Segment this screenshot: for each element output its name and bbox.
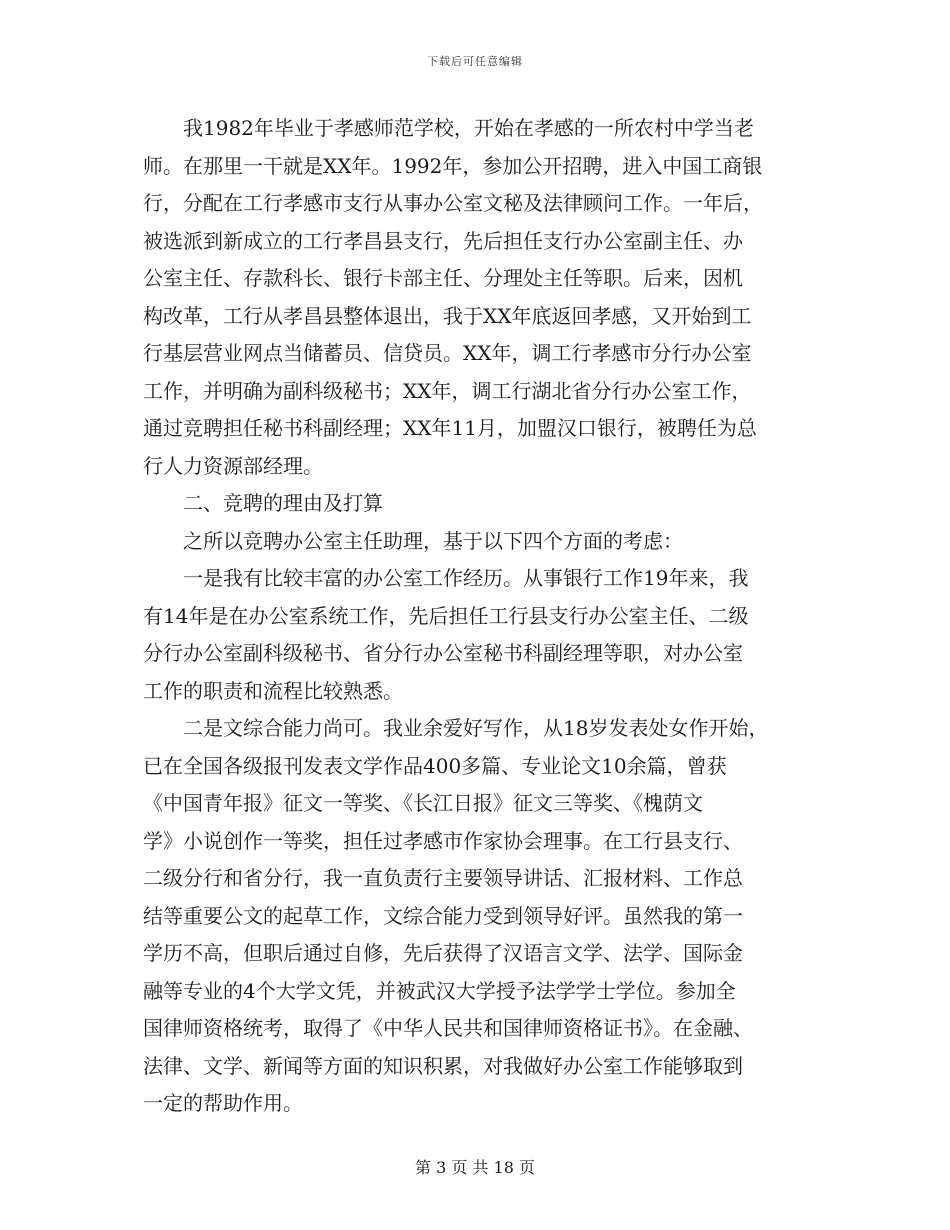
text-line: 融等专业的4个大学文凭，并被武汉大学授予法学学士学位。参加全: [143, 978, 736, 1003]
page-footer: 第 3 页 共 18 页: [415, 1158, 535, 1177]
section-heading: 二、竞聘的理由及打算: [143, 491, 383, 515]
text-line: 结等重要公文的起草工作，文综合能力受到领导好评。虽然我的第一: [143, 903, 743, 928]
text-line: 工作，并明确为副科级秘书；XX年，调工行湖北省分行办公室工作，: [143, 378, 752, 403]
text-line: 我1982年毕业于孝感师范学校，开始在孝感的一所农村中学当老: [143, 116, 754, 140]
text-line: 行，分配在工行孝感市支行从事办公室文秘及法律顾问工作。一年后，: [143, 191, 763, 215]
text-line: 工作的职责和流程比较熟悉。: [143, 678, 403, 703]
text-line: 一是我有比较丰富的办公室工作经历。从事银行工作19年来，我: [143, 566, 749, 590]
text-line: 学历不高，但职后通过自修，先后获得了汉语言文学、法学、国际金: [143, 941, 743, 965]
text-line: 行基层营业网点当储蓄员、信贷员。XX年，调工行孝感市分行办公室: [143, 341, 752, 365]
document-body: [143, 110, 813, 1123]
text-line: 二级分行和省分行，我一直负责行主要领导讲话、汇报材料、工作总: [143, 866, 743, 890]
text-line: 被选派到新成立的工行孝昌县支行，先后担任支行办公室副主任、办: [143, 228, 743, 253]
text-line: 之所以竞聘办公室主任助理，基于以下四个方面的考虑：: [143, 528, 683, 553]
text-line: 已在全国各级报刊发表文学作品400多篇、专业论文10余篇，曾获: [143, 753, 727, 778]
text-line: 分行办公室副科级秘书、省分行办公室秘书科副经理等职，对办公室: [143, 641, 743, 665]
text-line: 公室主任、存款科长、银行卡部主任、分理处主任等职。后来，因机: [143, 266, 743, 290]
text-line: 法律、文学、新闻等方面的知识积累，对我做好办公室工作能够取到: [143, 1053, 743, 1078]
text-line: 通过竞聘担任秘书科副经理；XX年11月，加盟汉口银行，被聘任为总: [143, 416, 757, 440]
text-line: 二是文综合能力尚可。我业余爱好写作，从18岁发表处女作开始，: [143, 716, 769, 740]
text-line: 学》小说创作一等奖，担任过孝感市作家协会理事。在工行县支行、: [143, 828, 743, 853]
text-line: 有14年是在办公室系统工作，先后担任工行县支行办公室主任、二级: [143, 603, 749, 628]
text-line: 国律师资格统考，取得了《中华人民共和国律师资格证书》。在金融、: [143, 1016, 753, 1040]
text-line: 一定的帮助作用。: [143, 1091, 303, 1115]
text-line: 师。在那里一干就是XX年。1992年，参加公开招聘，进入中国工商银: [143, 153, 763, 178]
page-header: 下载后可任意编辑: [427, 55, 523, 68]
text-line: 构改革，工行从孝昌县整体退出，我于XX年底返回孝感，又开始到工: [143, 303, 752, 328]
text-line: 《中国青年报》征文一等奖、《长江日报》征文三等奖、《槐荫文: [143, 791, 703, 815]
text-line: 行人力资源部经理。: [143, 453, 323, 478]
